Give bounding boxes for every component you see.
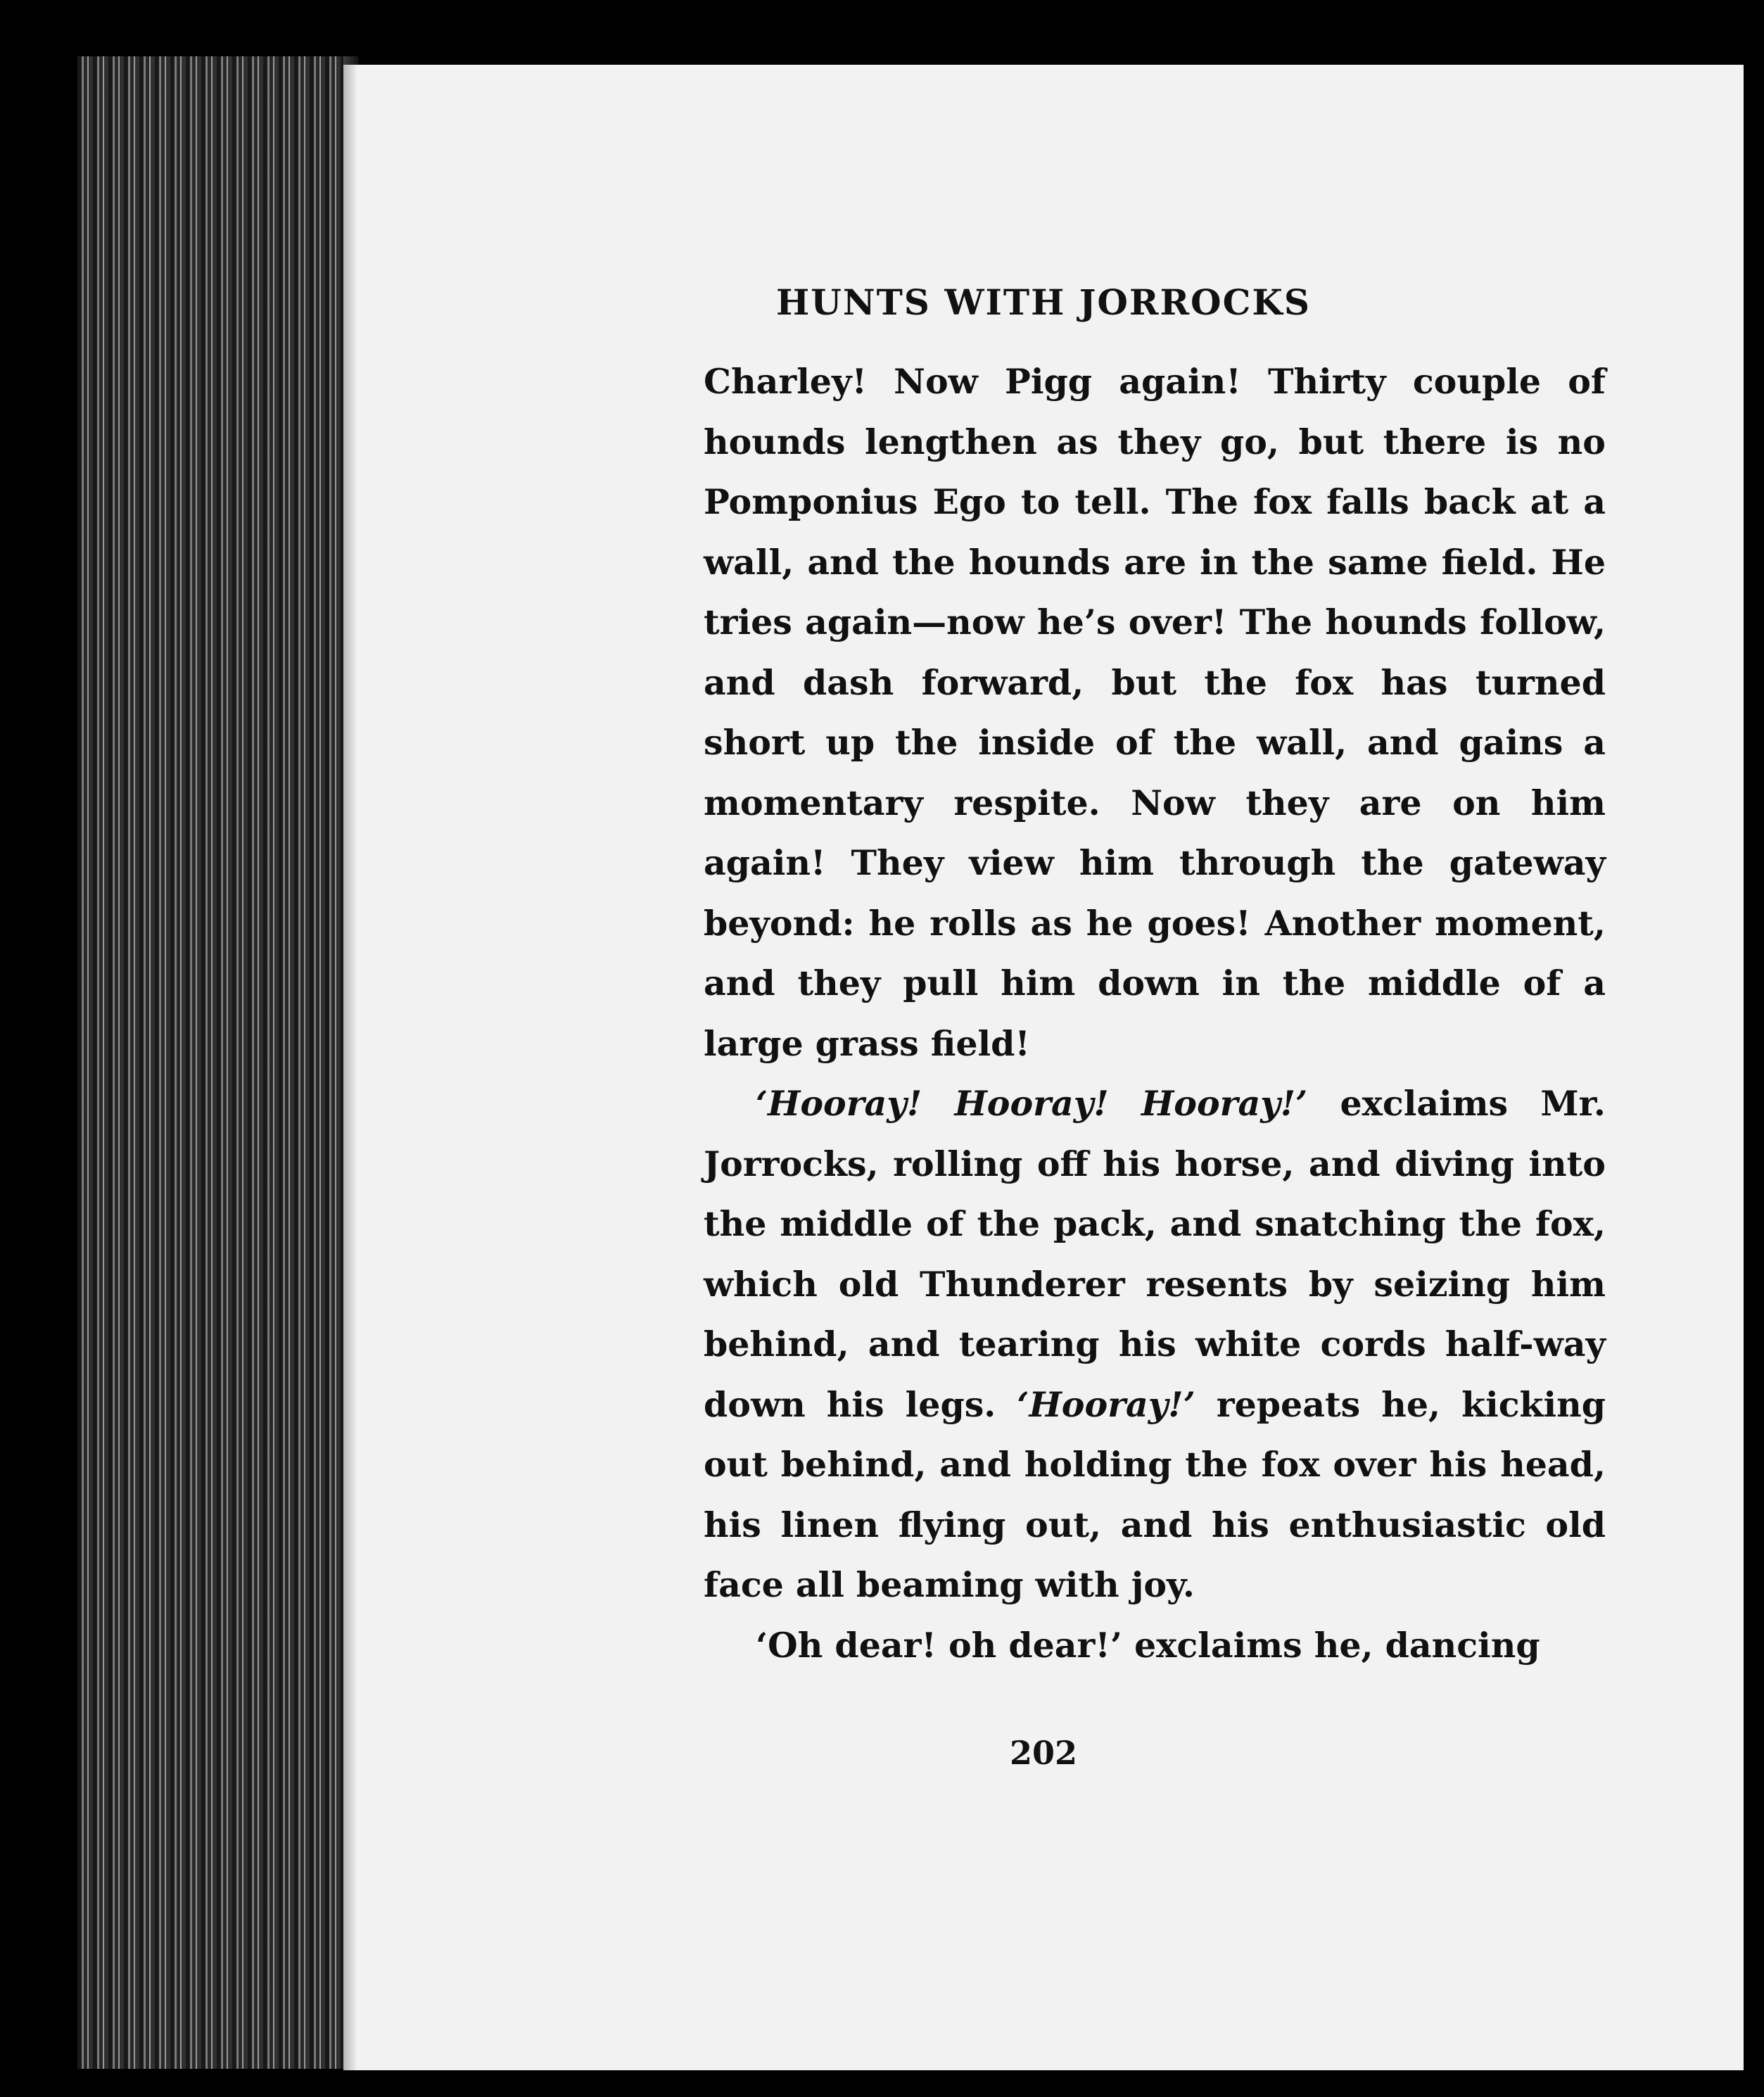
italic-text: ‘Hooray! Hooray! Hooray!’	[756, 1083, 1308, 1124]
text-run: repeats he, kicking out behind, and holding the fox over his head, his linen flying out, and his enthusiastic old face all beaming with joy.	[704, 1383, 1606, 1605]
page-number: 202	[1009, 1734, 1078, 1772]
paragraph	[704, 352, 1606, 1074]
text-run: ‘Oh dear! oh dear!’ exclaims he, dancing	[756, 1624, 1540, 1666]
paragraph	[704, 1616, 1606, 1676]
page-edges	[77, 56, 359, 2069]
text-run: Charley! Now Pigg again! Thirty couple of hounds lengthen as they go, but there is no Pomponius Ego to tell. The fox falls back at a wall, and the hounds are in the same field. He tries again—now he’s over! The hounds follow, and dash forward, but the fox has turned short up the inside of the wall, and gains a momentary respite. Now they are on him again! They view him through the gateway beyond: he rolls as he goes! Another moment, and they pull him down in the middle of a large grass field!	[704, 361, 1606, 1064]
italic-text: ‘Hooray!’	[1017, 1383, 1195, 1425]
text-run: exclaims Mr. Jorrocks, rolling off his horse, and diving into the middle of the pack, and snatching the fox, which old Thunderer resents by seizing him behind, and tearing his white cords half-way down his legs.	[704, 1083, 1606, 1425]
running-head: HUNTS WITH JORROCKS	[776, 281, 1311, 323]
book-page	[343, 65, 1744, 2070]
body-text	[704, 352, 1606, 1675]
paragraph	[704, 1074, 1606, 1616]
